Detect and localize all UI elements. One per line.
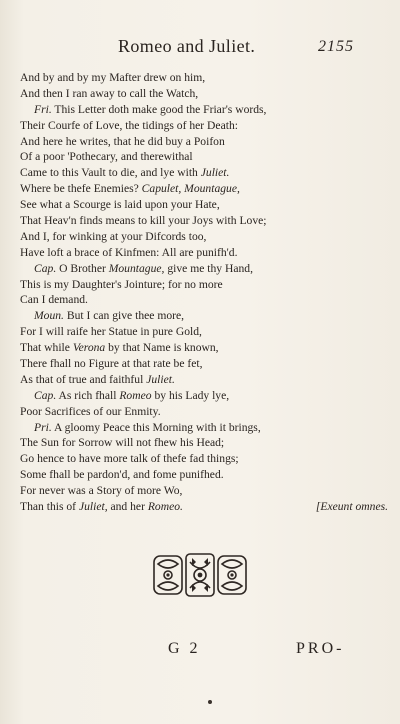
verse-line (20, 245, 392, 261)
verse-text: This is my Daughter's Jointure; for no more (20, 277, 223, 291)
verse-text: That Heav'n finds means to kill your Joys with Love; (20, 214, 267, 228)
verse-text: by that Name is known, (105, 341, 219, 355)
signature-mark: G 2 (168, 640, 201, 657)
italic-text: Juliet, (78, 500, 108, 514)
ink-dot (208, 700, 212, 704)
verse-line (20, 261, 392, 277)
verse-text: Than this of (20, 500, 79, 514)
verse-text: Some fhall be pardon'd, and fome punifhed. (20, 468, 224, 482)
verse-text: A gloomy Peace this Morning with it brings, (51, 420, 261, 434)
verse-text: Their Courfe of Love, the tidings of her Death: (20, 118, 238, 132)
verse-text: As rich fhall (56, 388, 120, 402)
verse-line (20, 308, 392, 324)
verse-line (20, 324, 392, 340)
italic-text: Cap. (34, 388, 57, 402)
verse-text: And I, for winking at your Difcords too, (20, 229, 207, 243)
verse-line (20, 420, 392, 436)
printers-ornament-icon (152, 552, 248, 598)
verse-line (20, 118, 392, 134)
italic-text: Romeo. (147, 500, 183, 514)
verse-text: Came to this Vault to die, and lye with (20, 166, 201, 180)
verse-text: Can I demand. (20, 293, 88, 307)
verse-line (20, 102, 392, 118)
verse-text: Have loft a brace of Kinfmen: All are punifh'd. (20, 245, 238, 259)
verse-line (20, 404, 392, 420)
verse-line (20, 134, 392, 150)
italic-text: Capulet, Mountague, (141, 182, 240, 196)
verse-text: Go hence to have more talk of thefe fad things; (20, 452, 239, 466)
verse-line (20, 165, 392, 181)
verse-text: But I can give thee more, (63, 309, 185, 323)
verse-line (20, 292, 392, 308)
verse-line (20, 435, 392, 451)
verse-line (20, 388, 392, 404)
italic-text: Juliet. (200, 166, 230, 180)
italic-text: Mountague, (108, 261, 165, 275)
italic-text: Cap. (34, 261, 57, 275)
italic-text: Juliet. (146, 372, 175, 386)
verse-line (20, 451, 392, 467)
verse-text: give me thy Hand, (164, 261, 253, 275)
verse-line (20, 277, 392, 293)
italic-text: Fri. (34, 102, 52, 116)
verse-line (20, 197, 392, 213)
verse-line (20, 149, 392, 165)
page-number: 2155 (318, 38, 354, 55)
italic-text: Pri. (34, 420, 52, 434)
verse-text: Of a poor 'Pothecary, and therewithal (20, 150, 193, 164)
page-footer (0, 640, 400, 664)
verse-text: And here he writes, that he did buy a Poifon (20, 134, 225, 148)
verse-text: See what a Scourge is laid upon your Hate, (20, 198, 220, 212)
verse-text: This Letter doth make good the Friar's words, (51, 102, 267, 116)
verse-line (20, 70, 392, 86)
verse-text: And by and by my Mafter drew on him, (20, 71, 206, 84)
verse-text: As that of true and faithful (20, 372, 147, 386)
verse-line (20, 483, 392, 499)
verse-line (20, 181, 392, 197)
verse-text: O Brother (56, 261, 109, 275)
verse-line (20, 213, 392, 229)
verse-text: There fhall no Figure at that rate be fet, (20, 357, 203, 371)
verse-line (20, 86, 392, 102)
verse-text: Poor Sacrifices of our Enmity. (20, 404, 161, 418)
verse-text: by his Lady lye, (151, 388, 230, 402)
italic-text: Romeo (119, 388, 152, 402)
verse-text: and her (107, 500, 148, 514)
verse-line (20, 340, 392, 356)
play-text (20, 70, 392, 515)
page-header (0, 30, 400, 60)
catchword: PRO- (296, 640, 345, 657)
running-title: Romeo and Juliet. (118, 36, 256, 56)
verse-line (20, 229, 392, 245)
verse-line (20, 467, 392, 483)
verse-text: For I will raife her Statue in pure Gold, (20, 325, 202, 339)
stage-direction: [Exeunt omnes. (315, 500, 388, 514)
verse-text: Where be thefe Enemies? (20, 182, 142, 196)
italic-text: Moun. (34, 309, 64, 323)
verse-line (20, 356, 392, 372)
verse-text: That while (20, 341, 73, 355)
verse-line (20, 372, 392, 388)
verse-text: And then I ran away to call the Watch, (20, 86, 199, 100)
italic-text: Verona (72, 341, 106, 355)
verse-text: The Sun for Sorrow will not fhew his Head; (20, 436, 225, 450)
verse-text: For never was a Story of more Wo, (20, 484, 183, 498)
verse-line (20, 499, 392, 515)
